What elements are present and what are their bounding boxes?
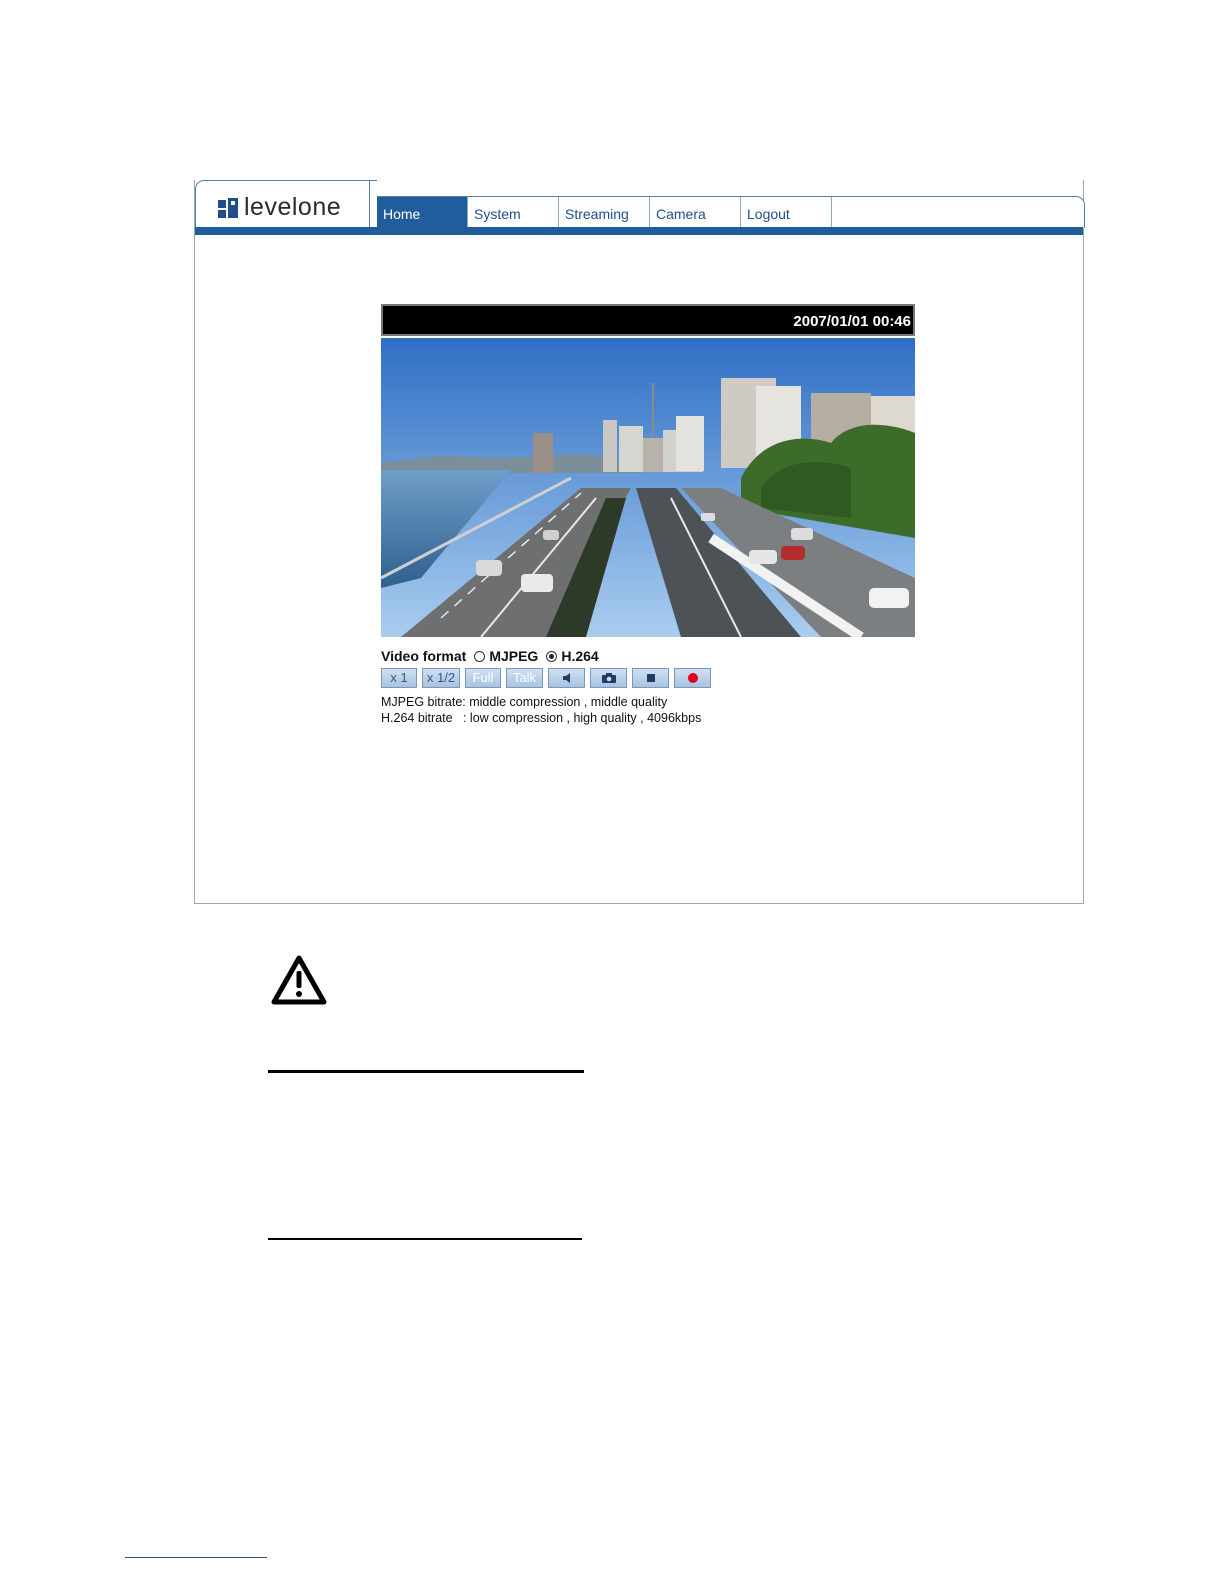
full-screen-label: Full <box>472 670 494 685</box>
speaker-icon <box>561 672 573 684</box>
stop-icon <box>646 673 656 683</box>
levelone-logo-mark-icon <box>218 198 238 218</box>
live-video-view[interactable] <box>381 338 915 637</box>
logo-tab <box>195 180 370 227</box>
zoom-half-button[interactable] <box>422 668 460 688</box>
main-nav <box>377 197 832 228</box>
talk-button[interactable] <box>506 668 543 688</box>
bitrate-info <box>381 694 701 726</box>
full-screen-button[interactable] <box>465 668 501 688</box>
view-controls <box>381 668 716 688</box>
timestamp-bar <box>381 304 915 336</box>
camera-web-ui <box>194 180 1084 904</box>
snapshot-button[interactable] <box>590 668 627 688</box>
divider <box>268 1238 582 1240</box>
camera-icon <box>601 672 617 684</box>
levelone-logo[interactable] <box>218 195 341 220</box>
speaker-button[interactable] <box>548 668 585 688</box>
zoom-half-label: x 1/2 <box>426 670 456 685</box>
video-format-label: Video format <box>381 648 467 664</box>
tab-streaming[interactable]: Streaming <box>559 197 650 228</box>
record-icon <box>687 672 699 684</box>
stop-button[interactable] <box>632 668 669 688</box>
logo-text: levelone <box>244 193 342 221</box>
tab-edge <box>345 180 377 197</box>
caution-triangle-icon <box>270 954 328 1011</box>
tab-camera[interactable]: Camera <box>650 197 741 228</box>
mjpeg-radio[interactable] <box>474 651 485 662</box>
video-format-row <box>381 648 599 664</box>
zoom-x1-button[interactable] <box>381 668 417 688</box>
header-rule <box>195 227 1083 235</box>
record-button[interactable] <box>674 668 711 688</box>
talk-label: Talk <box>512 670 537 685</box>
mjpeg-bitrate-text: MJPEG bitrate: middle compression , middle quality <box>381 695 668 709</box>
h264-bitrate-text: H.264 bitrate : low compression , high quality , 4096kbps <box>381 711 702 725</box>
video-timestamp: 2007/01/01 00:46 <box>793 313 911 330</box>
divider <box>268 1070 584 1073</box>
tab-logout[interactable]: Logout <box>741 197 832 228</box>
h264-label: H.264 <box>561 648 599 664</box>
tab-home[interactable]: Home <box>377 197 468 228</box>
zoom-x1-label: x 1 <box>390 670 408 685</box>
h264-radio[interactable] <box>546 651 557 662</box>
mjpeg-label: MJPEG <box>489 648 539 664</box>
tab-system[interactable]: System <box>468 197 559 228</box>
footer-link-underline <box>125 1557 267 1558</box>
